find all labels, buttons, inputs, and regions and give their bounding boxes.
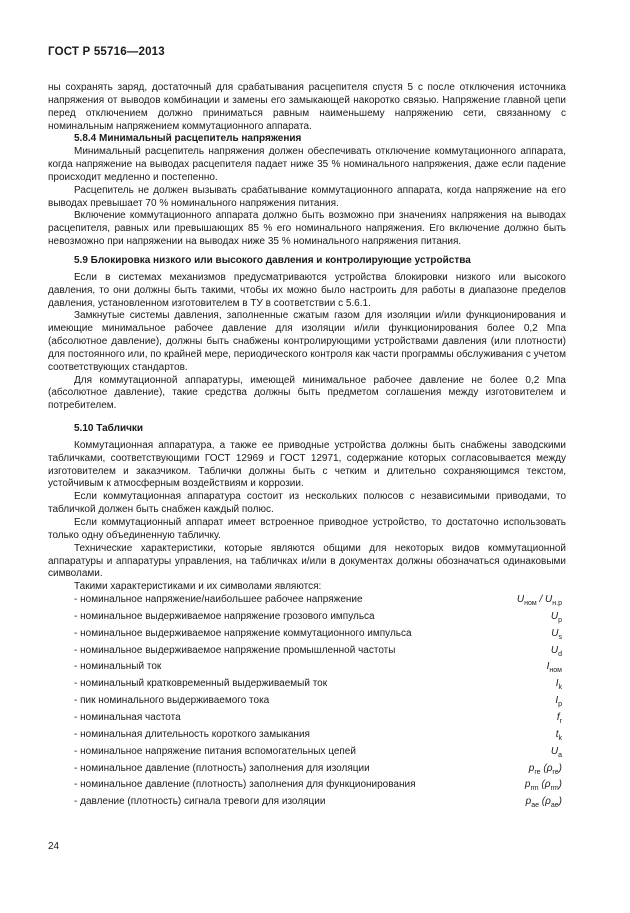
paragraph: Если коммутационная аппаратура состоит из нескольких полюсов с независимыми приводами, то табличкой должен быть снабжен каждый полюс. — [48, 491, 566, 516]
paragraph: Если в системах механизмов предусматриваются устройства блокировки низкого или высокого давления, то они должны быть такими, чтобы их можно было настроить для работы в диапазоне пределов давления, установленном изготовителем в ТУ в соответствии с 5.6.1. — [48, 271, 566, 309]
characteristic-label: - номинальное давление (плотность) заполнения для изоляции — [74, 762, 370, 774]
characteristic-symbol: $p_{ae}$ $(\rho_{ae})$ — [525, 796, 562, 810]
characteristic-label: - номинальный кратковременный выдерживаемый ток — [74, 678, 328, 690]
list-item — [48, 661, 566, 678]
paragraph: Включение коммутационного аппарата должно быть возможно при значениях напряжения на выводах расцепителя, равных или превышающих 85 % его номинального напряжения. Его включение должно быть невозможно при напряжении на выводах ниже 35 % номинального напряжения питания. — [48, 210, 566, 248]
list-item — [48, 746, 566, 763]
section-heading-5-8-4: 5.8.4 Минимальный расцепитель напряжения — [74, 133, 302, 145]
list-item — [48, 678, 566, 695]
list-item — [48, 611, 566, 628]
characteristic-label: - номинальное давление (плотность) заполнения для функционирования — [74, 779, 416, 791]
page-content — [48, 82, 566, 813]
list-item — [48, 695, 566, 712]
characteristic-symbol: $I_{ном}$ — [546, 661, 562, 675]
characteristic-symbol: $I_k$ — [555, 678, 562, 692]
characteristic-symbol: $U_{ном} / U_{н.р}$ — [516, 594, 562, 608]
characteristic-label: - номинальное выдерживаемое напряжение коммутационного импульса — [74, 627, 412, 639]
paragraph: Такими характеристиками и их символами являются: — [74, 581, 322, 593]
characteristic-symbol: $U_d$ — [550, 644, 562, 658]
characteristic-label: - номинальный ток — [74, 661, 162, 673]
list-item — [48, 712, 566, 729]
characteristic-symbol: $p_{re}$ $(\rho_{re})$ — [528, 762, 562, 776]
list-item — [48, 729, 566, 746]
paragraph: Замкнутые системы давления, заполненные сжатым газом для изоляции и/или функционирования и имеющие минимальное рабочее давление для изоляции и/или функционирования более 0,2 Мпа (абсолютное давление), должны быть снабжены контролирующими устройствами давления (или плотности) для постоянного или, по крайней мере, периодического контроля как части программы обслуживания с учетом соответствующих стандартов. — [48, 310, 566, 373]
list-item — [48, 645, 566, 662]
characteristic-label: - пик номинального выдерживаемого тока — [74, 695, 270, 707]
list-item — [48, 628, 566, 645]
paragraph: Технические характеристики, которые являются общими для некоторых видов коммутационной аппаратуры и аппаратуры управления, на табличках и/или в документах должны обозначаться одинаковыми символами. — [48, 542, 566, 580]
characteristic-label: - номинальное напряжение питания вспомогательных цепей — [74, 745, 356, 757]
paragraph: Коммутационная аппаратура, а также ее приводные устройства должны быть снабжены заводскими табличками, соответствующими ГОСТ 12969 и ГОСТ 12971, содержание которых согласовывается между изготовителем и заказчиком. Таблички должны быть с четким и длительно сохраняющимся текстом, устойчивым к атмосферным воздействиям и коррозии. — [48, 439, 566, 490]
characteristic-label: - номинальное выдерживаемое напряжение грозового импульса — [74, 610, 375, 622]
list-item — [48, 796, 566, 813]
characteristic-symbol: $U_p$ — [550, 610, 562, 624]
characteristics-list — [48, 594, 566, 813]
document-header: ГОСТ Р 55716—2013 — [48, 46, 165, 58]
paragraph: ны сохранять заряд, достаточный для срабатывания расцепителя спустя 5 с после отключения источника напряжения от выводов комбинации и замены его замыкающей накоротко связью. Напряжение главной цепи перед отключением должно приниматься равным наименьшему напряжению сети, связанному с номинальным напряжением коммутационного аппарата. — [48, 82, 566, 132]
list-item — [48, 763, 566, 780]
characteristic-symbol: $U_s$ — [551, 627, 562, 641]
characteristic-symbol: $p_{rm}$ $(\rho_{rm})$ — [524, 779, 562, 793]
list-item — [48, 779, 566, 796]
characteristic-label: - номинальное выдерживаемое напряжение промышленной частоты — [74, 644, 396, 656]
characteristic-symbol: $I_p$ — [555, 695, 562, 709]
characteristic-symbol: $f_r$ — [556, 711, 562, 725]
section-heading-5-10: 5.10 Таблички — [74, 423, 144, 435]
paragraph: Минимальный расцепитель напряжения должен обеспечивать отключение коммутационного аппарата, когда напряжение на выводах расцепителя падает ниже 35 % номинального напряжения, даже если падение происходит медленно и постепенно. — [48, 146, 566, 183]
characteristic-label: - номинальное напряжение/наибольшее рабочее напряжение — [74, 594, 363, 606]
characteristic-label: - номинальная длительность короткого замыкания — [74, 728, 310, 740]
characteristic-symbol: $U_a$ — [550, 745, 562, 759]
section-heading-5-9: 5.9 Блокировка низкого или высокого давления и контролирующие устройства — [74, 254, 471, 266]
characteristic-label: - номинальная частота — [74, 711, 181, 723]
paragraph: Расцепитель не должен вызывать срабатывание коммутационного аппарата, когда напряжение на его выводах превышает 70 % номинального напряжения питания. — [48, 184, 566, 209]
list-item — [48, 594, 566, 611]
paragraph: Если коммутационный аппарат имеет встроенное приводное устройство, то достаточно использовать только одну объединенную табличку. — [48, 517, 566, 541]
page-number: 24 — [48, 841, 60, 852]
characteristic-label: - давление (плотность) сигнала тревоги для изоляции — [74, 796, 326, 808]
characteristic-symbol: $t_k$ — [555, 728, 562, 742]
paragraph: Для коммутационной аппаратуры, имеющей минимальное рабочее давление не более 0,2 Мпа (абсолютное давление), такие средства должны быть предметом соглашения между изготовителем и потребителем. — [48, 374, 566, 412]
